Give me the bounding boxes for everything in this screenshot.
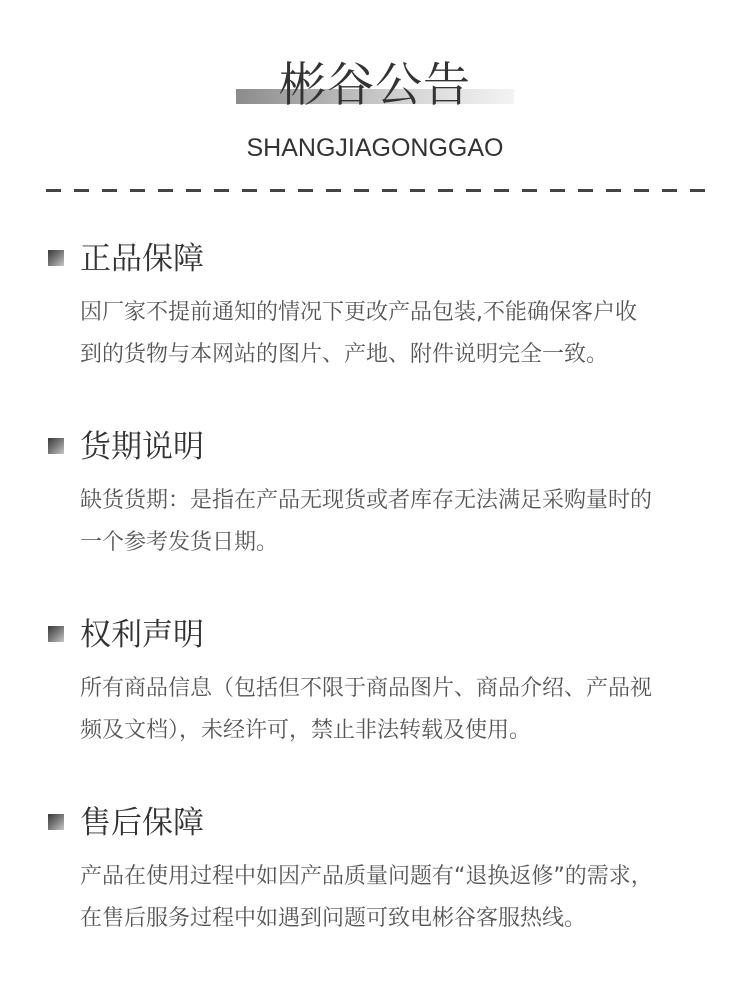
square-bullet-icon [48,438,64,454]
section-heading [0,237,750,283]
section-heading [0,425,750,471]
section-body [80,480,710,564]
square-bullet-icon [48,814,64,830]
square-bullet-icon [48,626,64,642]
section-body-line: 缺货货期：是指在产品无现货或者库存无法满足采购量时的 [80,488,653,513]
section-body-line: 产品在使用过程中如因产品质量问题有“退换返修”的需求， [80,864,653,889]
dashed-divider [46,189,708,192]
section-body-line: 在售后服务过程中如遇到问题可致电彬谷客服热线。 [80,906,587,931]
section-body-line: 因厂家不提前通知的情况下更改产品包装,不能确保客户收 [80,300,637,325]
section-body-line: 所有商品信息（包括但不限于商品图片、商品介绍、产品视 [80,676,653,701]
section-body [80,668,710,752]
section-body-line: 频及文档），未经许可，禁止非法转载及使用。 [80,718,532,743]
section-heading [0,801,750,847]
section-body-line: 到的货物与本网站的图片、产地、附件说明完全一致。 [80,342,609,367]
section-body-line: 一个参考发货日期。 [80,530,279,555]
page-subtitle: SHANGJIAGONGGAO [246,134,504,162]
page-title: 彬谷公告 [279,58,471,113]
section-body [80,292,710,376]
section-title: 正品保障 [80,241,204,277]
section-title: 货期说明 [80,429,204,465]
notice-header [0,0,750,200]
section-title: 权利声明 [80,617,204,653]
section-heading [0,613,750,659]
section-title: 售后保障 [80,805,204,841]
square-bullet-icon [48,250,64,266]
section-body [80,856,710,940]
